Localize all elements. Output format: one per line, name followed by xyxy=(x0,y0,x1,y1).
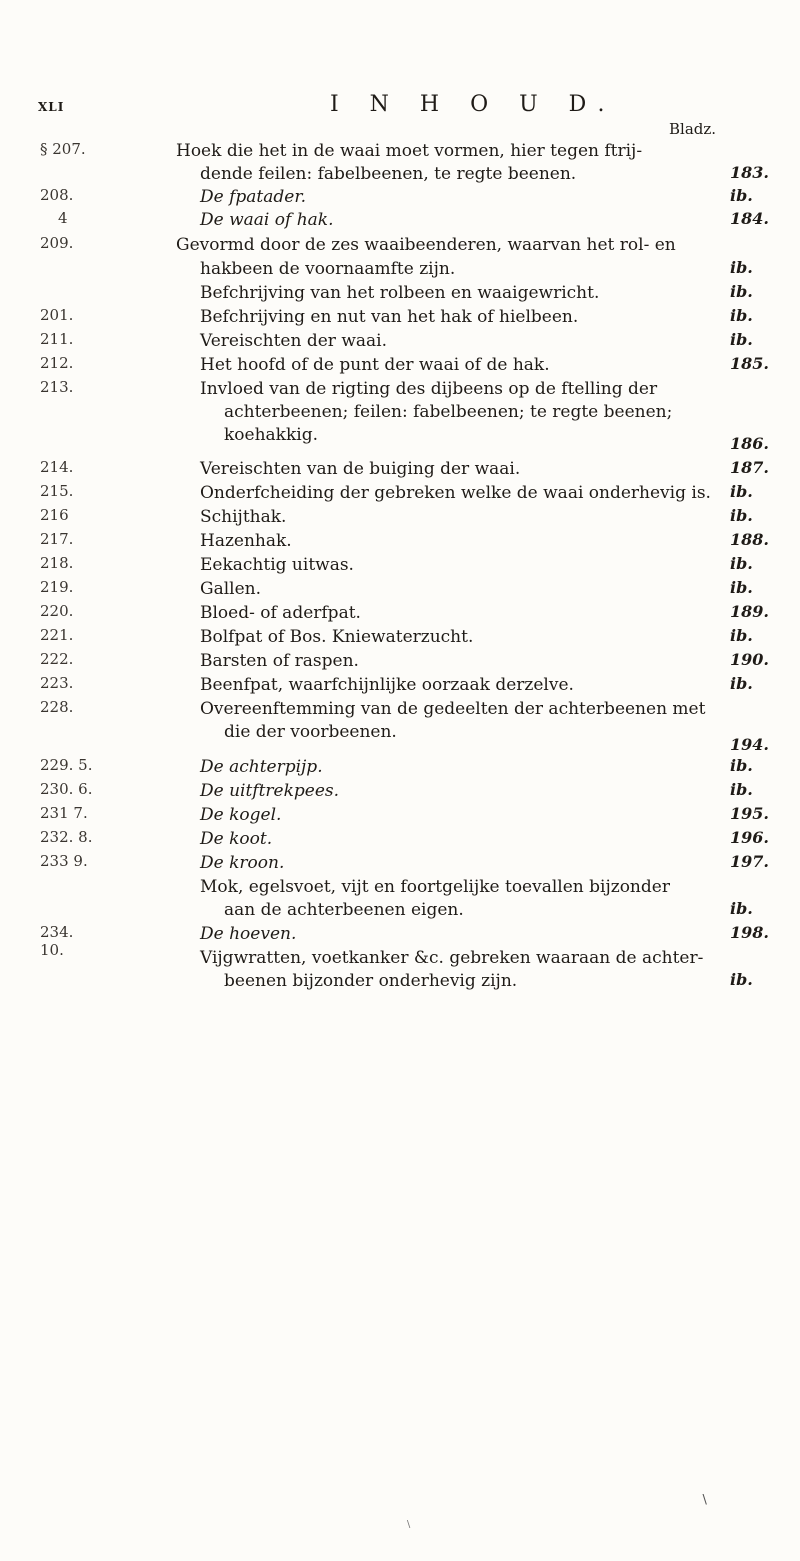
entry-title: Vereischten der waai. xyxy=(200,331,387,351)
toc-entry xyxy=(0,804,800,830)
page-reference: 197. xyxy=(730,852,769,871)
entry-title: Beenfpat, waarfchijnlijke oorzaak derzelve. xyxy=(200,675,574,695)
section-number: 234. 10. xyxy=(40,923,74,959)
page-reference: 186. xyxy=(730,434,769,453)
page-reference: ib. xyxy=(730,578,753,597)
section-number: 230. 6. xyxy=(40,780,93,798)
page-reference: 185. xyxy=(730,354,769,373)
page-reference: ib. xyxy=(730,756,753,775)
entry-title: Hazenhak. xyxy=(200,531,292,551)
bladz-column-label: Bladz. xyxy=(669,120,717,138)
entry-title-continued: dende feilen: fabelbeenen, te regte beenen. xyxy=(200,164,577,184)
entry-title: De waai of hak. xyxy=(200,210,334,230)
page-reference: ib. xyxy=(730,674,753,693)
toc-entry xyxy=(0,482,800,508)
toc-entry xyxy=(0,282,800,308)
toc-entry xyxy=(0,530,800,556)
toc-entry xyxy=(0,354,800,380)
section-number: 222. xyxy=(40,650,74,668)
page-reference: 190. xyxy=(730,650,769,669)
toc-entry xyxy=(0,506,800,532)
toc-entry xyxy=(0,674,800,700)
entry-title: Gallen. xyxy=(200,579,262,599)
section-number: 208. xyxy=(40,186,74,204)
section-number: § 207. xyxy=(40,140,86,158)
entry-title-continued: koehakkig. xyxy=(224,425,319,445)
section-number: 219. xyxy=(40,578,74,596)
entry-title-continued: achterbeenen; feilen: fabelbeenen; te regte beenen; xyxy=(224,402,673,422)
ink-speck: ∖ xyxy=(405,1520,412,1531)
section-number: 213. xyxy=(40,378,74,396)
page-reference: ib. xyxy=(730,506,753,525)
toc-entry xyxy=(0,828,800,854)
page-reference: 183. xyxy=(730,163,769,182)
section-number: 233 9. xyxy=(40,852,88,870)
running-head: I N H O U D. xyxy=(330,92,617,117)
section-number: 228. xyxy=(40,698,74,716)
section-number: 232. 8. xyxy=(40,828,93,846)
toc-entry xyxy=(0,578,800,604)
entry-title-continued: hakbeen de voornaamfte zijn. xyxy=(200,259,456,279)
entry-title: De koot. xyxy=(200,829,273,849)
section-number: 4 xyxy=(58,209,68,227)
entry-title: De kogel. xyxy=(200,805,282,825)
toc-entry xyxy=(0,330,800,356)
page-reference: 188. xyxy=(730,530,769,549)
page-reference: 184. xyxy=(730,209,769,228)
toc-entry xyxy=(0,852,800,878)
entry-title: Gevormd door de zes waaibeenderen, waarvan het rol- en xyxy=(176,235,676,255)
entry-title: Vijgwratten, voetkanker &c. gebreken waaraan de achter- xyxy=(200,948,704,968)
page-reference: ib. xyxy=(730,554,753,573)
entry-title: De kroon. xyxy=(200,853,285,873)
section-number: 229. 5. xyxy=(40,756,93,774)
section-number: 216 xyxy=(40,506,69,524)
folio-number: XLI xyxy=(38,100,65,114)
toc-entry xyxy=(0,602,800,628)
entry-title: Onderfcheiding der gebreken welke de waai onderhevig is. xyxy=(200,483,711,503)
section-number: 212. xyxy=(40,354,74,372)
toc-entry xyxy=(0,209,800,235)
ink-speck: ∖ xyxy=(700,1493,709,1508)
page-reference: ib. xyxy=(730,258,753,277)
toc-entry-continuation xyxy=(0,258,800,284)
entry-title: De uitftrekpees. xyxy=(200,781,340,801)
entry-title: De achterpijp. xyxy=(200,757,323,777)
toc-entry xyxy=(0,756,800,782)
section-number: 231 7. xyxy=(40,804,88,822)
entry-title: Het hoofd of de punt der waai of de hak. xyxy=(200,355,550,375)
page-reference: 198. xyxy=(730,923,769,942)
entry-title: Bloed- of aderfpat. xyxy=(200,603,361,623)
page-reference: ib. xyxy=(730,330,753,349)
toc-entry xyxy=(0,234,800,260)
toc-entry-continuation xyxy=(0,899,800,925)
page-reference: ib. xyxy=(730,780,753,799)
entry-title: De fpatader. xyxy=(200,187,306,207)
section-number: 217. xyxy=(40,530,74,548)
toc-entry xyxy=(0,554,800,580)
entry-title: Bolfpat of Bos. Kniewaterzucht. xyxy=(200,627,474,647)
entry-title: Overeenftemming van de gedeelten der achterbeenen met xyxy=(200,699,706,719)
page-reference: ib. xyxy=(730,626,753,645)
page-reference: ib. xyxy=(730,899,753,918)
page-reference: ib. xyxy=(730,970,753,989)
page-reference: 187. xyxy=(730,458,769,477)
entry-title: Eekachtig uitwas. xyxy=(200,555,354,575)
toc-entry xyxy=(0,780,800,806)
page-reference: 194. xyxy=(730,735,769,754)
section-number: 221. xyxy=(40,626,74,644)
page-reference: 196. xyxy=(730,828,769,847)
section-number: 211. xyxy=(40,330,74,348)
section-number: 220. xyxy=(40,602,74,620)
toc-entry-continuation xyxy=(0,424,800,453)
section-number: 215. xyxy=(40,482,74,500)
toc-entry xyxy=(0,626,800,652)
page-reference: 195. xyxy=(730,804,769,823)
page-reference: ib. xyxy=(730,186,753,205)
entry-title-continued: beenen bijzonder onderhevig zijn. xyxy=(224,971,518,991)
section-number: 223. xyxy=(40,674,74,692)
section-number: 201. xyxy=(40,306,74,324)
toc-entry xyxy=(0,306,800,332)
toc-entry-continuation xyxy=(0,970,800,996)
toc-entry xyxy=(0,650,800,676)
entry-title: Befchrijving en nut van het hak of hielbeen. xyxy=(200,307,579,327)
toc-entry-continuation xyxy=(0,721,800,754)
entry-title: Invloed van de rigting des dijbeens op de ftelling der xyxy=(200,379,658,399)
entry-title-continued: aan de achterbeenen eigen. xyxy=(224,900,464,920)
entry-title: Befchrijving van het rolbeen en waaigewricht. xyxy=(200,283,600,303)
section-number: 218. xyxy=(40,554,74,572)
section-number: 209. xyxy=(40,234,74,252)
entry-title: Mok, egelsvoet, vijt en foortgelijke toevallen bijzonder xyxy=(200,877,670,897)
entry-title: Schijthak. xyxy=(200,507,287,527)
entry-title: Hoek die het in de waai moet vormen, hier tegen ftrij- xyxy=(176,141,643,161)
entry-title: Barsten of raspen. xyxy=(200,651,359,671)
page-reference: 189. xyxy=(730,602,769,621)
page-reference: ib. xyxy=(730,306,753,325)
entry-title: De hoeven. xyxy=(200,924,297,944)
page-reference: ib. xyxy=(730,282,753,301)
entry-title-continued: die der voorbeenen. xyxy=(224,722,397,742)
entry-title: Vereischten van de buiging der waai. xyxy=(200,459,521,479)
page-reference: ib. xyxy=(730,482,753,501)
toc-entry xyxy=(0,458,800,484)
section-number: 214. xyxy=(40,458,74,476)
